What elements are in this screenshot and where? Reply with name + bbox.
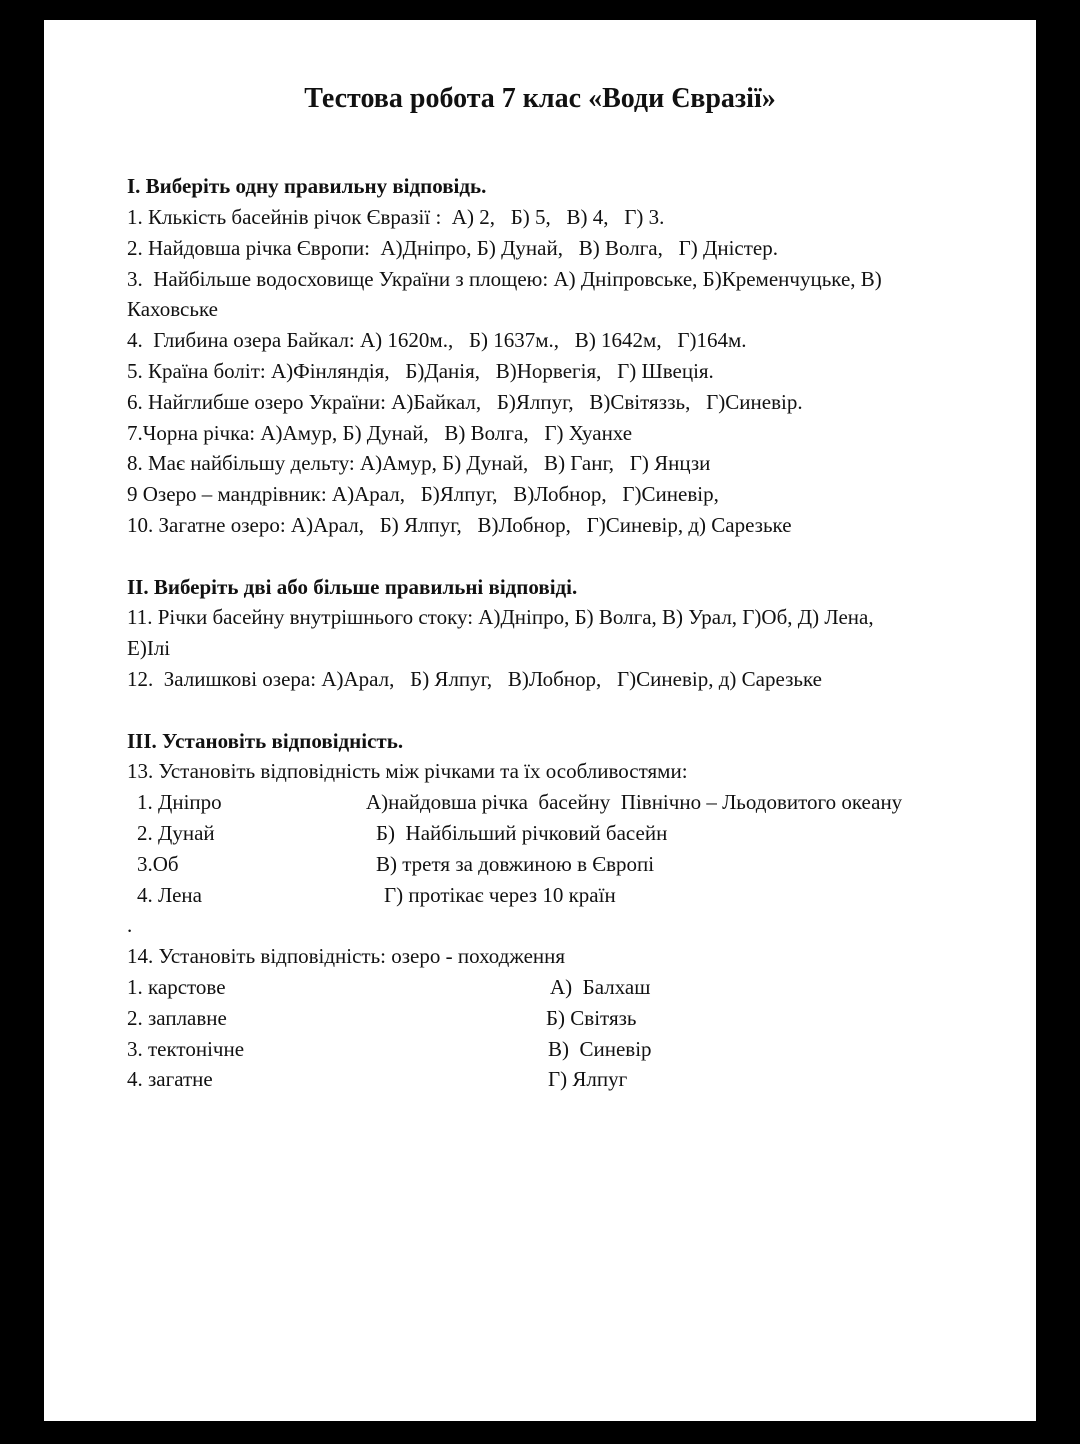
q14-left-3: 3. тектонічне	[127, 1037, 245, 1061]
question-8: 8. Має найбільшу дельту: А)Амур, Б) Дунай, В) Ганг, Г) Янцзи	[127, 451, 711, 475]
q13-right-b: Б) Найбільший річковий басейн	[376, 821, 668, 845]
question-11-continued: Е)Ілі	[127, 636, 171, 660]
question-6: 6. Найглибше озеро України: А)Байкал, Б)Ялпуг, В)Світяззь, Г)Синевір.	[127, 390, 803, 414]
question-7: 7.Чорна річка: А)Амур, Б) Дунай, В) Волга, Г) Хуанхе	[127, 421, 633, 445]
section-1-heading: I. Виберіть одну правильну відповідь.	[127, 174, 487, 198]
question-4: 4. Глибина озера Байкал: А) 1620м., Б) 1637м., В) 1642м, Г)164м.	[127, 328, 747, 352]
question-11: 11. Річки басейну внутрішнього стоку: А)Дніпро, Б) Волга, В) Урал, Г)Об, Д) Лена,	[127, 605, 874, 629]
document-page	[44, 20, 1036, 1421]
question-13-prompt: 13. Установіть відповідність між річками та їх особливостями:	[127, 759, 688, 783]
q13-left-3: 3.Об	[137, 852, 179, 876]
q14-right-b: Б) Світязь	[546, 1006, 637, 1030]
q14-left-2: 2. заплавне	[127, 1006, 227, 1030]
question-1: 1. Клькість басейнів річок Євразії : А) 2, Б) 5, В) 4, Г) 3.	[127, 205, 665, 229]
q13-left-1: 1. Дніпро	[137, 790, 222, 814]
stray-dot: .	[127, 913, 133, 937]
q14-right-c: В) Синевір	[548, 1037, 652, 1061]
q14-right-d: Г) Ялпуг	[548, 1067, 628, 1091]
q13-left-4: 4. Лена	[137, 883, 202, 907]
q13-left-2: 2. Дунай	[137, 821, 215, 845]
question-2: 2. Найдовша річка Європи: А)Дніпро, Б) Дунай, В) Волга, Г) Дністер.	[127, 236, 778, 260]
question-10: 10. Загатне озеро: А)Арал, Б) Ялпуг, В)Лобнор, Г)Синевір, д) Сарезьке	[127, 513, 792, 537]
q13-right-c: В) третя за довжиною в Європі	[376, 852, 655, 876]
q14-right-a: А) Балхаш	[550, 975, 651, 999]
question-3-continued: Каховське	[127, 297, 218, 321]
q14-left-1: 1. карстове	[127, 975, 226, 999]
q13-right-d: Г) протікає через 10 країн	[384, 883, 616, 907]
question-9: 9 Озеро – мандрівник: А)Арал, Б)Ялпуг, В)Лобнор, Г)Синевір,	[127, 482, 719, 506]
q14-left-4: 4. загатне	[127, 1067, 213, 1091]
section-3-heading: III. Установіть відповідність.	[127, 729, 404, 753]
question-14-prompt: 14. Установіть відповідність: озеро - походження	[127, 944, 566, 968]
question-12: 12. Залишкові озера: А)Арал, Б) Ялпуг, В)Лобнор, Г)Синевір, д) Сарезьке	[127, 667, 822, 691]
q13-right-a: А)найдовша річка басейну Північно – Льодовитого океану	[366, 790, 903, 814]
question-3: 3. Найбільше водосховище України з площею: А) Дніпровське, Б)Кременчуцьке, В)	[127, 267, 882, 291]
document-title: Тестова робота 7 клас «Води Євразії»	[304, 83, 776, 114]
section-2-heading: II. Виберіть дві або більше правильні відповіді.	[127, 575, 578, 599]
question-5: 5. Країна боліт: А)Фінляндія, Б)Данія, В)Норвегія, Г) Швеція.	[127, 359, 714, 383]
